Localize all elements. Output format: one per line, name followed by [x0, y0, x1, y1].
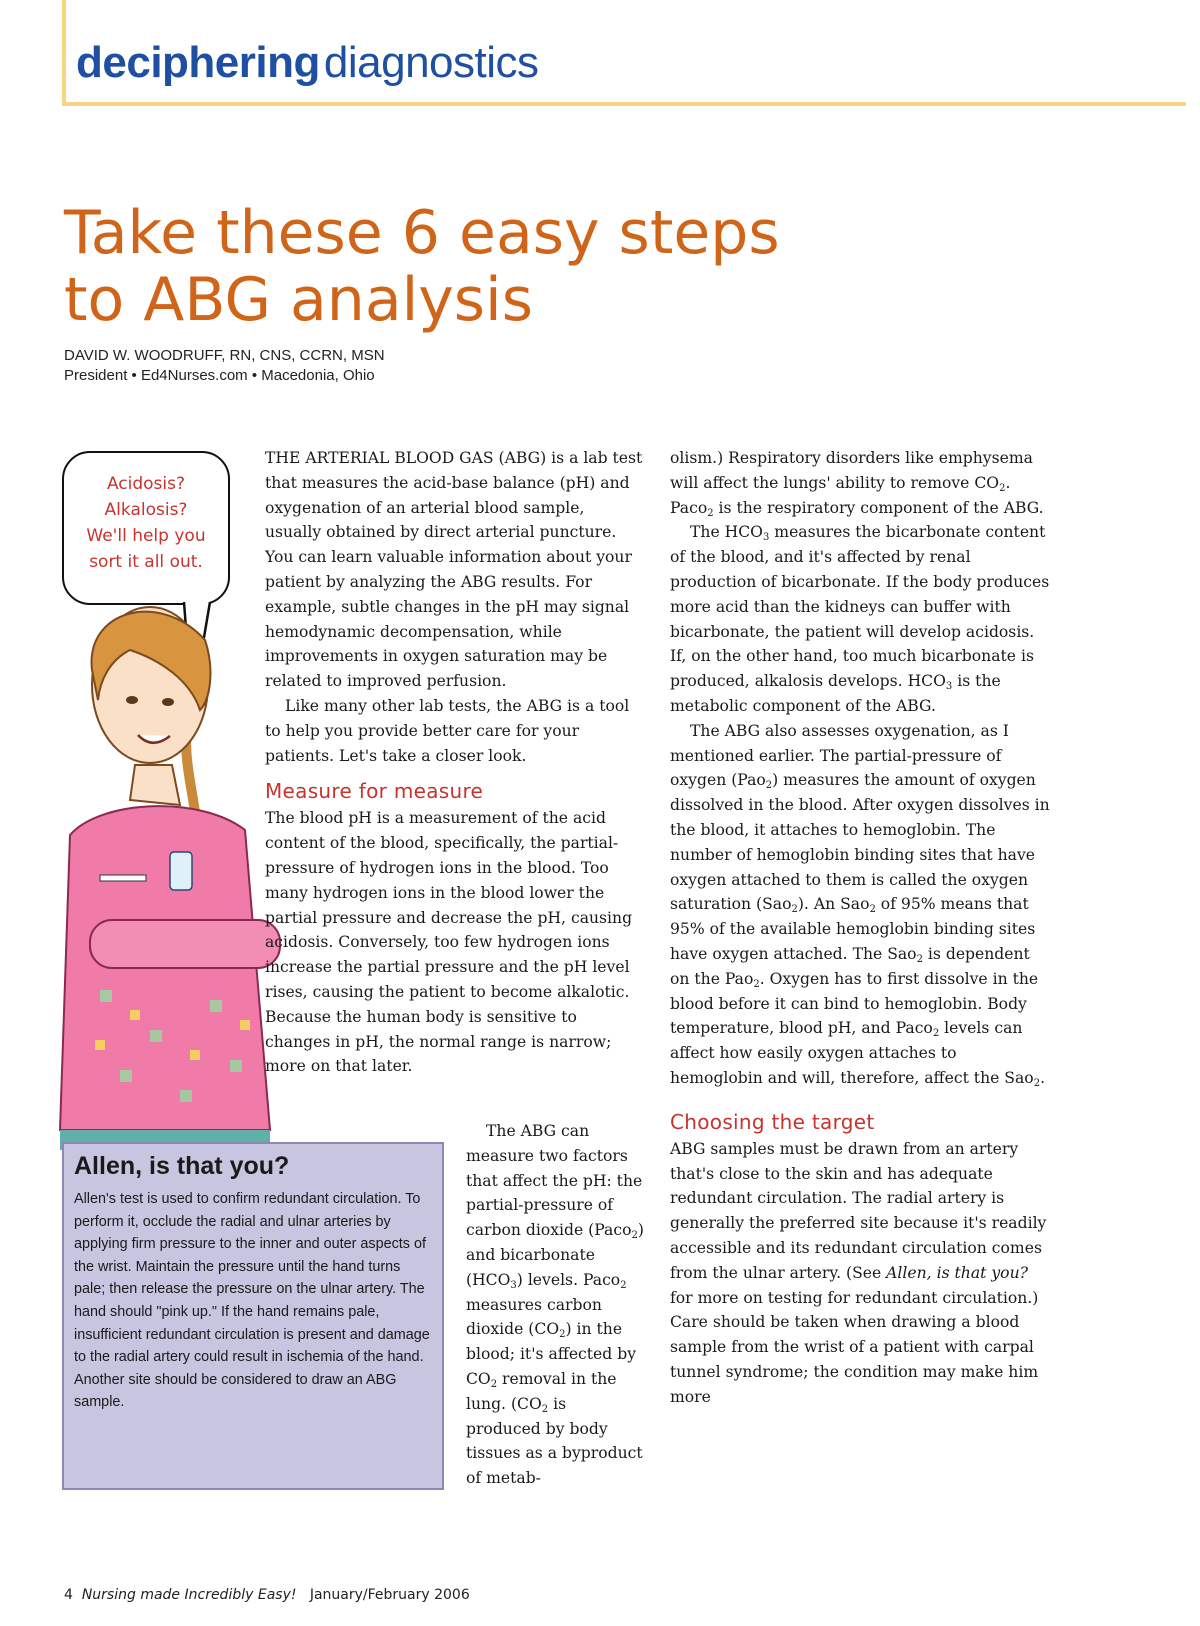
column-1 [265, 446, 645, 1079]
column-2 [670, 446, 1052, 1409]
bubble-line-2: Alkalosis? [104, 500, 188, 520]
sidebar-title: Allen, is that you? [74, 1152, 290, 1180]
title-line-2: to ABG analysis [64, 265, 533, 335]
heading-measure-for-measure: Measure for measure [265, 779, 484, 804]
brand-bold: deciphering [76, 38, 320, 87]
sidebar-text: Allen's test is used to confirm redundant circulation. To perform it, occlude the radial and ulnar arteries by applying firm pressure to the inner and outer aspects of the wrist. Maintain the pressure until the hand turns pale; then release the pressure on the ulnar artery. The hand should "pink up." If the hand remains pale, insufficient redundant circulation is present and damage to the radial artery could result in ischemia of the hand. Another site should be considered to draw an ABG sample. [74, 1191, 430, 1411]
bubble-line-1: Acidosis? [106, 474, 186, 494]
bubble-line-3: We'll help you [86, 526, 206, 546]
article-title [64, 200, 1064, 334]
brand-light: diagnostics [323, 38, 539, 87]
affiliation: President • Ed4Nurses.com • Macedonia, Ohio [64, 367, 375, 384]
column-1-continued [466, 1119, 644, 1491]
issue-date: January/February 2006 [309, 1587, 470, 1603]
heading-choosing-the-target: Choosing the target [670, 1109, 875, 1134]
page-footer [64, 1587, 470, 1603]
paragraph-8: ABG samples must be drawn from an artery that's close to the skin and has adequate redundant circulation. The radial artery is generally the preferred site because it's readily accessible and its redundant circulation comes from the ulnar artery. (See Allen, is that you? for more on testing for redundant circulation.) Care should be taken when drawing a blood sample from the wrist of a patient with carpal tunnel syndrome; the condition may make him more [670, 1139, 1047, 1406]
paragraph-6: The $HCO_3$ measures the bicarbonate content of the blood, and it's affected by renal production of bicarbonate. If the body produces more acid than the kidneys can buffer with bicarbonate, the patient will develop acidosis. If, on the other hand, too much bicarbonate is produced, alkalosis develops. $HCO_3$ is the metabolic component of the ABG. [670, 523, 1050, 715]
intro-paragraph: THE ARTERIAL BLOOD GAS (ABG) is a lab test that measures the acid-base balance (pH) and oxygenation of an arterial blood sample, usually obtained by direct arterial puncture. You can learn valuable information about your patient by analyzing the ABG results. For example, subtle changes in the pH may signal hemodynamic decompensation, while improvements in oxygen saturation may be related to improved perfusion. [265, 449, 643, 691]
paragraph-4: The ABG can measure two factors that affect the pH: the partial-pressure of carbon dioxide (Paco$_2$) and bicarbonate $(HCO_3)$ levels. Paco$_2$ measures carbon dioxide $(CO_2)$ in the blood; it's affected by $CO_2$ removal in the lung. ($CO_2$ is produced by body tissues as a byproduct of metab- [466, 1122, 644, 1488]
author: DAVID W. WOODRUFF, RN, CNS, CCRN, MSN [64, 347, 385, 364]
paragraph-3: The blood pH is a measurement of the acid content of the blood, specifically, the partial-pressure of hydrogen ions in the blood. Too many hydrogen ions in the blood lower the partial pressure and decrease the pH, causing acidosis. Conversely, too few hydrogen ions increase the partial pressure and the pH level rises, causing the patient to become alkalotic. Because the human body is sensitive to changes in pH, the normal range is narrow; more on that later. [265, 809, 633, 1076]
bubble-line-4: sort it all out. [89, 552, 203, 572]
speech-bubble-text [66, 471, 226, 575]
nurse-illustration [40, 590, 290, 1150]
sidebar-reference: Allen, is that you? [886, 1263, 1028, 1282]
section-brand [76, 38, 539, 88]
title-line-1: Take these 6 easy steps [64, 198, 780, 268]
byline [64, 346, 385, 386]
publication-name: Nursing made Incredibly Easy! [81, 1587, 297, 1603]
paragraph-2: Like many other lab tests, the ABG is a tool to help you provide better care for your patients. Let's take a closer look. [265, 696, 630, 765]
paragraph-7: The ABG also assesses oxygenation, as I mentioned earlier. The partial-pressure of oxygen (Pao$_2$) measures the amount of oxygen dissolved in the blood. After oxygen dissolves in the blood, it attaches to hemoglobin. The number of hemoglobin binding sites that have oxygen attached to them is called the oxygen saturation (Sao$_2$). An Sao$_2$ of 95% means that 95% of the available hemoglobin binding sites have oxygen attached. The Sao$_2$ is dependent on the Pao$_2$. Oxygen has to first dissolve in the blood before it can bind to hemoglobin. Body temperature, blood pH, and Paco$_2$ levels can affect how easily oxygen attaches to hemoglobin and will, therefore, affect the Sao$_2$. [670, 721, 1050, 1089]
paragraph-5: olism.) Respiratory disorders like emphysema will affect the lungs' ability to remove $CO_2$. Paco$_2$ is the respiratory component of the ABG. [670, 449, 1044, 519]
page-number: 4 [64, 1587, 73, 1603]
header-rule [62, 102, 1186, 106]
